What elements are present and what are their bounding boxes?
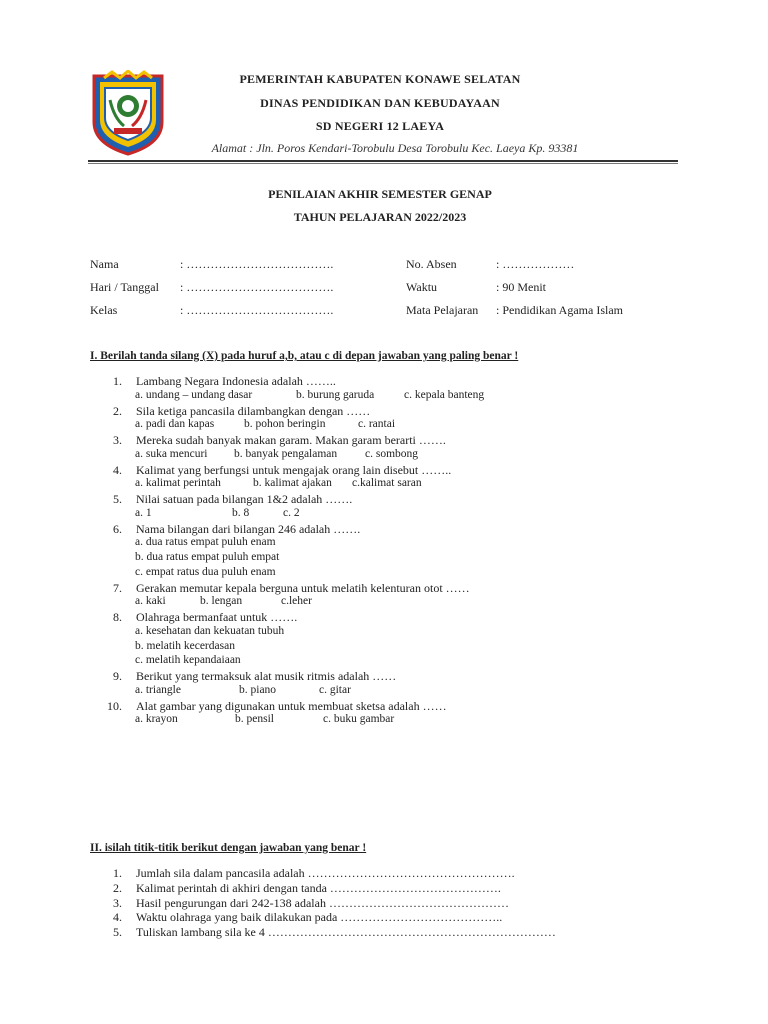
answer-option: a. dua ratus empat puluh enam — [135, 536, 276, 549]
header-divider-thin — [88, 163, 678, 164]
answer-option: a. 1 — [135, 506, 152, 519]
question-text: Alat gambar yang digunakan untuk membuat sketsa adalah …… — [136, 698, 447, 713]
kelas-label: Kelas — [90, 303, 118, 317]
regency-emblem-icon — [90, 70, 166, 156]
hari-value: : ………………………………. — [180, 280, 334, 294]
question-text: Olahraga bermanfaat untuk ……. — [136, 610, 298, 624]
question-number: 1. — [113, 866, 122, 880]
waktu-label: Waktu — [406, 280, 438, 294]
exam-title: PENILAIAN AKHIR SEMESTER GENAP — [268, 187, 492, 201]
nama-value: : ………………………………. — [180, 257, 334, 271]
answer-option: a. kalimat perintah — [135, 477, 221, 490]
answer-option: a. krayon — [135, 713, 178, 726]
absen-label: No. Absen — [406, 257, 457, 271]
answer-option: c. kepala banteng — [404, 388, 485, 401]
answer-option: b. lengan — [200, 595, 243, 608]
kelas-value: : ………………………………. — [180, 303, 334, 317]
question-text: Nama bilangan dari bilangan 246 adalah ……. — [136, 521, 361, 536]
question-text: Hasil pengurungan dari 242-138 adalah ……………………………………… — [136, 895, 509, 910]
question-text: Tuliskan lambang sila ke 4 ……………………………………………………………… — [136, 925, 556, 940]
mapel-label: Mata Pelajaran — [406, 303, 479, 317]
hari-label: Hari / Tanggal — [90, 280, 159, 294]
question-text: Waktu olahraga yang baik dilakukan pada ………………………………….. — [136, 910, 503, 925]
answer-option: b. 8 — [232, 506, 250, 519]
answer-option: a. kaki — [135, 595, 166, 608]
answer-option: b. burung garuda — [296, 388, 375, 401]
question-number: 10. — [107, 698, 122, 713]
waktu-value: : 90 Menit — [496, 280, 546, 294]
question-text: Mereka sudah banyak makan garam. Makan garam berarti ……. — [136, 433, 446, 447]
header-divider — [88, 160, 678, 162]
question-text: Nilai satuan pada bilangan 1&2 adalah ……. — [136, 492, 353, 506]
answer-option: b. melatih kecerdasan — [135, 639, 235, 652]
answer-option: b. piano — [239, 683, 277, 696]
question-number: 5. — [113, 492, 122, 506]
answer-option: a. padi dan kapas — [135, 418, 215, 431]
question-text: Kalimat perintah di akhiri dengan tanda ……………………………………. — [136, 880, 501, 895]
question-number: 4. — [113, 462, 122, 477]
header-government: PEMERINTAH KABUPATEN KONAWE SELATAN — [239, 72, 521, 86]
answer-option: a. undang – undang dasar — [135, 388, 253, 401]
question-number: 5. — [113, 925, 122, 940]
question-text: Jumlah sila dalam pancasila adalah ……………………………………………. — [136, 866, 515, 880]
answer-option: b. pensil — [235, 713, 274, 726]
answer-option: c. melatih kepandaiaan — [135, 654, 241, 667]
section1-heading: I. Berilah tanda silang (X) pada huruf a,b, atau c di depan jawaban yang paling benar ! — [90, 350, 519, 362]
answer-option: b. dua ratus empat puluh empat — [135, 551, 280, 563]
mapel-value: : Pendidikan Agama Islam — [496, 303, 623, 317]
answer-option: c. gitar — [319, 683, 351, 696]
answer-option: c. 2 — [283, 506, 300, 519]
answer-option: c.kalimat saran — [352, 477, 422, 490]
question-number: 7. — [113, 580, 122, 595]
answer-option: b. banyak pengalaman — [234, 447, 338, 460]
question-number: 4. — [113, 910, 122, 925]
absen-value: : ……………… — [496, 257, 575, 271]
answer-option: b. pohon beringin — [244, 418, 326, 431]
question-number: 8. — [113, 610, 122, 624]
question-text: Lambang Negara Indonesia adalah …….. — [136, 374, 336, 388]
nama-label: Nama — [90, 257, 119, 271]
answer-option: c. empat ratus dua puluh enam — [135, 565, 276, 578]
answer-option: c. sombong — [365, 447, 419, 460]
answer-option: a. triangle — [135, 683, 181, 696]
answer-option: c. rantai — [358, 418, 396, 431]
question-number: 3. — [113, 895, 122, 910]
exam-year: TAHUN PELAJARAN 2022/2023 — [293, 210, 467, 224]
question-text: Gerakan memutar kepala berguna untuk melatih kelenturan otot …… — [136, 580, 470, 595]
question-number: 6. — [113, 521, 122, 536]
question-number: 2. — [113, 880, 122, 895]
section2-heading: II. isilah titik-titik berikut dengan jawaban yang benar ! — [90, 842, 367, 854]
answer-option: b. kalimat ajakan — [253, 477, 332, 490]
question-text: Kalimat yang berfungsi untuk mengajak orang lain disebut …….. — [136, 462, 452, 477]
question-number: 1. — [113, 374, 122, 388]
question-number: 3. — [113, 433, 122, 447]
answer-option: c. buku gambar — [323, 713, 395, 726]
question-number: 2. — [113, 403, 122, 418]
question-number: 9. — [113, 669, 122, 683]
question-text: Berikut yang termaksuk alat musik ritmis adalah …… — [136, 669, 397, 683]
answer-option: c.leher — [281, 595, 312, 608]
header-address: Alamat : Jln. Poros Kendari-Torobulu Desa Torobulu Kec. Laeya Kp. 93381 — [211, 141, 579, 155]
answer-option: a. kesehatan dan kekuatan tubuh — [135, 624, 285, 637]
question-text: Sila ketiga pancasila dilambangkan dengan …… — [136, 403, 371, 418]
header-department: DINAS PENDIDIKAN DAN KEBUDAYAAN — [260, 96, 500, 110]
header-school: SD NEGERI 12 LAEYA — [315, 119, 445, 133]
answer-option: a. suka mencuri — [135, 447, 208, 460]
